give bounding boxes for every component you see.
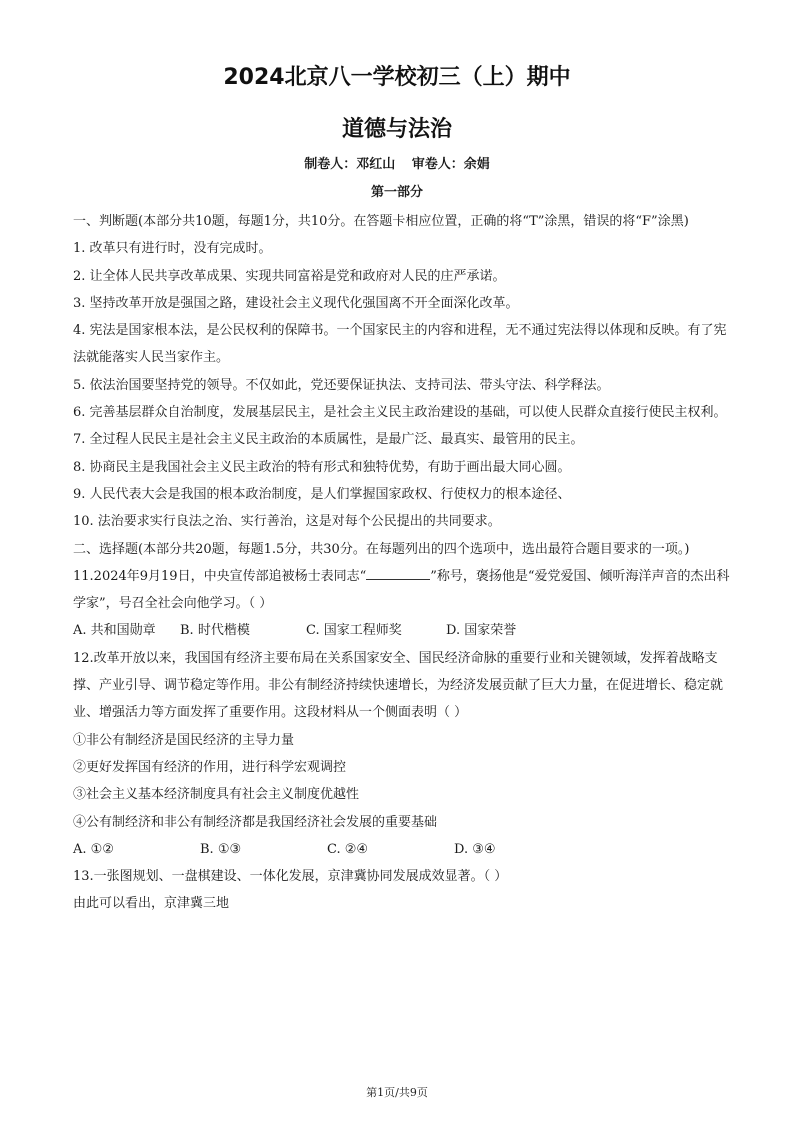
- exam-body: [73, 208, 733, 918]
- answer-blank: [366, 565, 430, 580]
- judge-item: 5. 依法治国要坚持党的领导。不仅如此，党还要保证执法、支持司法、带头守法、科学释法。: [73, 377, 610, 393]
- question-11-stem: 11.2024年9月19日，中央宣传部追被杨士表同志“ ”称号，褒扬他是“爱党爱国、倾听海洋声音的杰出科学家”，号召全社会向他学习。（ ）: [73, 563, 733, 618]
- question-13-lead: 由此可以看出，京津冀三地: [73, 896, 230, 912]
- reviewer-label: 审卷人：余娟: [411, 157, 490, 172]
- option-a: A. ①②: [73, 841, 114, 857]
- statement-item: ③社会主义基本经济制度具有社会主义制度优越性: [73, 787, 360, 803]
- question-12-stem: 12.改革开放以来，我国国有经济主要布局在关系国家安全、国民经济命脉的重要行业和关键领域，发挥着战略支撑、产业引导、调节稳定等作用。非公有制经济持续快速增长，为经济发展贡献了巨大力量，在促进增长、稳定就业、增强活力等方面发挥了重要作用。这段材料从一个侧面表明（ ）: [73, 650, 724, 721]
- authors-line: [0, 153, 794, 172]
- option-d: D. 国家荣誉: [446, 623, 517, 639]
- judge-item: 1. 改革只有进行时，没有完成时。: [73, 241, 272, 257]
- option-b: B. ①③: [200, 841, 242, 857]
- subject-title: 道德与法治: [341, 117, 452, 142]
- judge-item: 3. 坚持改革开放是强国之路，建设社会主义现代化强国离不开全面深化改革。: [73, 295, 519, 311]
- exam-title: 2024北京八一学校初三（上）期中: [223, 65, 571, 90]
- judge-item: 8. 协商民主是我国社会主义民主政治的特有形式和独特优势，有助于画出最大同心圆。: [73, 459, 571, 475]
- statement-item: ①非公有制经济是国民经济的主导力量: [73, 732, 295, 748]
- judge-item: 4. 宪法是国家根本法，是公民权利的保障书。一个国家民主的内容和进程，无不通过宪法得以体现和反映。有了宪法就能落实人民当家作主。: [73, 323, 727, 366]
- judge-item: 9. 人民代表大会是我国的根本政治制度，是人们掌握国家政权、行使权力的根本途径、: [73, 486, 571, 502]
- option-d: D. ③④: [454, 841, 496, 857]
- judge-item: 6. 完善基层群众自治制度，发展基层民主，是社会主义民主政治建设的基础，可以使人民群众直接行使民主权利。: [73, 405, 727, 421]
- option-a: A. 共和国勋章: [73, 623, 156, 639]
- question-11-options: [73, 617, 733, 644]
- section1-intro: 一、判断题(本部分共10题，每题1分，共10分。在答题卡相应位置，正确的将“T”涂黑，错误的将“F”涂黑): [73, 214, 689, 229]
- option-c: C. 国家工程师奖: [306, 623, 402, 639]
- part-heading: 第一部分: [370, 185, 423, 200]
- statement-item: ④公有制经济和非公有制经济都是我国经济社会发展的重要基础: [73, 814, 438, 830]
- judge-item: 10. 法治要求实行良法之治、实行善治，这是对每个公民提出的共同要求。: [73, 514, 501, 530]
- maker-label: 制卷人：邓红山: [304, 157, 396, 172]
- option-b: B. 时代楷模: [180, 623, 250, 639]
- statement-item: ②更好发挥国有经济的作用，进行科学宏观调控: [73, 759, 347, 775]
- judge-item: 2. 让全体人民共享改革成果、实现共同富裕是党和政府对人民的庄严承诺。: [73, 268, 506, 284]
- judge-item: 7. 全过程人民民主是社会主义民主政治的本质属性，是最广泛、最真实、最管用的民主。: [73, 432, 584, 448]
- option-c: C. ②④: [327, 841, 369, 857]
- page-number: 第1页/共9页: [366, 1086, 428, 1099]
- question-12-options: [73, 836, 733, 863]
- question-13-stem: 13.一张图规划、一盘棋建设、一体化发展，京津冀协同发展成效显著。（ ）: [73, 869, 508, 885]
- section2-intro: 二、选择题(本部分共20题，每题1.5分，共30分。在每题列出的四个选项中，选出最符合题目要求的一项。): [73, 541, 690, 557]
